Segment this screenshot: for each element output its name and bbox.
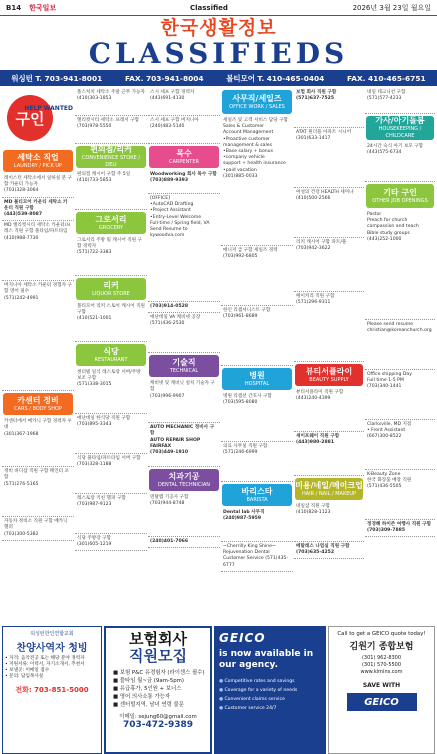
ad-item: MD 엘리컷시티 세탁소 카운터/프레스 직원 구함 풀타임/파트타임 (410)988-7730 [2, 221, 74, 281]
church-phone: 전화: 703-851-5000 [15, 686, 89, 694]
help-wanted-label: HELP WANTED [24, 105, 73, 112]
ad-item: 여성의 건강 HEALTH 세미나 (410)500-2566 [294, 188, 364, 238]
insurance-ad [104, 626, 212, 754]
category-header: 병원 HOSPITAL [222, 368, 292, 390]
geico-logo: GEICO [219, 631, 266, 645]
top-bar [0, 0, 437, 16]
list-item: ● Competitive rates and savings [219, 677, 321, 686]
geico-benefits [219, 677, 321, 713]
church-name: 워싱턴한인연합교회 [30, 631, 74, 637]
category-header: 치과기공 DENTAL TECHNICIAN [149, 469, 219, 491]
ad-item: 뷰티서플라이 직원 구함 (443)240-4399 [294, 388, 364, 432]
category-header: 식당 RESTAURANT [76, 344, 146, 366]
category-header: 세탁소 직업 LAUNDRY / PICK UP [3, 150, 73, 172]
column-2 [75, 88, 147, 623]
classified-columns [2, 88, 435, 623]
ad-item: 레이스턴 세탁소에서 일하실 분 구함 카운터 가능자 (703)328-3064 [2, 174, 74, 198]
brand-logo: 한국일보 [29, 3, 57, 12]
ad-item: 네일샵 직원 구함 (410)828-1123 [294, 502, 364, 542]
ad-item: ~Cherrilly King Shine~ Rejuvenation Dental Customer Service (571)435-6777 [221, 542, 293, 572]
ad-item: 세이프웨이 직원 구함 (443)980-2881 [294, 432, 364, 476]
ad-item: Please send resume christian@koreanchurch.org [365, 320, 435, 370]
ad-item: 의료 사무실 직원 구함 (571)246-6999 [221, 442, 293, 482]
column-4 [221, 88, 293, 623]
category-header: 편의점/리커 CONVENIENCE STORE / DELI [76, 146, 146, 168]
ad-item: 매니저 급 구함 세일즈 경력 (703)992-6805 [221, 246, 293, 306]
section-title: Classified [190, 3, 228, 12]
help-wanted-badge [3, 91, 73, 147]
column-5 [294, 88, 364, 623]
ad-item: K-Beauty Zone 한국 화장품 매장 직원 (571)436-5505 [365, 470, 435, 520]
ad-item: 카센터에서 메카닉 구함 경력자 우대 (301)367-1968 [2, 417, 74, 467]
ad-item: 애난데일 VA 케비넷 공장 (571)436-2530 [148, 313, 220, 353]
category-header: 뷰티서플라이 BEAUTY SUPPLY [295, 364, 363, 386]
dc-phone: 워싱턴 T. 703-941-8001 [11, 73, 103, 83]
ad-item: AUTO MECHANIC 정비사 구함 AUTO REPAIR SHOP FAIRFAX (703)449-1910 [148, 423, 220, 467]
ad-item: [OFFICE] •AutoCAD Drafting •Project Assistant •Entry-Level Welcome Full-time / Spring field, VA Send Resume to kywoodva.com [148, 194, 220, 302]
masthead-korean: 한국생활정보 [160, 17, 277, 39]
ad-item: 식당 주방장 구함 (301)605-1219 [75, 534, 147, 551]
masthead [0, 17, 437, 69]
ad-item: 보험 회사 직원 구함 (571)637-7525 [294, 88, 364, 128]
church-ad [2, 626, 102, 754]
ad-item: 베이커리 직원 구함 (571)296-9311 [294, 292, 364, 362]
church-title: 찬양사역자 청빙 [16, 643, 88, 654]
category-header: 미용/네일/메이크업 HAIR / NAIL / MAKEUP [295, 478, 363, 500]
ad-item: 24시간 숙식 아기 보모 구함 (443)575-6734 [365, 142, 435, 182]
insurance-email: 이메일: sejung60@gmail.com [119, 714, 197, 720]
agency-cta: Call to get a GEICO quote today! [337, 631, 426, 637]
ad-item: 정경혜 하이즌 여행사 직원 구함 (703)309-7885 [365, 520, 435, 537]
ad-item: Woodworking 회사 목수 구함 (703)889-9393 [148, 170, 220, 194]
ad-item: 케비넷 및 캐비닛 설치 기술자 구함 (703)996-9907 [148, 379, 220, 423]
agency-ad [328, 626, 435, 754]
category-header: 그로서리 GROCERY [76, 212, 146, 234]
ad-item: 리커 캐시어 구함 파트/풀 (703)942-3622 [294, 238, 364, 292]
category-header: 기술직 TECHNICAL [149, 355, 219, 377]
ad-item: 센터빌 일식 레스토랑 서버/주방보조 구함 (571)338-3015 [75, 368, 147, 414]
ad-item: Pastor Preach for church compassion and teach Bible study groups (443)252-1000 [365, 210, 435, 320]
category-header: 카센터 정비 CARS / BODY SHOP [3, 393, 73, 415]
ad-item: 세일즈 및 고객 서비스 담당 구함 Sales & Customer Account Management •Proactive customer management & sales •Base salary + bonus •company vehicle support + health insurance •paid vacation (301)885-0033 [221, 116, 293, 246]
list-item: ● Convenient claims service [219, 695, 321, 704]
insurance-subtitle: 직원모집 [129, 647, 187, 665]
insurance-title: 보험회사 [129, 630, 187, 648]
ad-item: 자동차 정비소 직원 구함 메카닉 헬퍼 (703)300-5382 [2, 517, 74, 541]
help-wanted-circle: 구인 [7, 95, 53, 141]
ad-item: MD 볼티모어 카운티 세탁소 카운터 직원 구함 (443)539-8087 [2, 198, 74, 222]
column-1 [2, 88, 74, 623]
md-fax: FAX. 410-465-6751 [347, 73, 426, 83]
issue-date: 2026년 3월 23일 월요일 [352, 3, 431, 12]
ad-item: 네일 테크니션 구함 (571)577-4233 [365, 88, 435, 114]
agency-save: SAVE WITH [362, 682, 401, 689]
list-item: ■ 영어 의사소통 가능자 [113, 694, 171, 700]
ad-item: Clarksville, MD 지점 • Front Assistant (667)300-8522 [365, 420, 435, 470]
insurance-list [109, 669, 207, 709]
list-item: ■ 유급휴가, 5인원 + 보너스 [113, 686, 182, 692]
category-header: 가사/아기돌봄 HOUSEKEEPING / CHILDCARE [366, 116, 434, 140]
ad-item: Dental lab 사무직 (240)987-5959 [221, 508, 293, 542]
list-item: ● Coverage for a variety of needs [219, 686, 321, 695]
column-3 [148, 88, 220, 623]
ad-item: (240)401-7066 [148, 537, 220, 548]
geico-headline: is now available in our agency. [219, 649, 314, 670]
category-header: 바리스타 BARISTA [222, 484, 292, 506]
masthead-english: CLASSIFIEDS [88, 37, 349, 70]
ad-item: 스시 셰프 구함 버지니아 (240)483-5140 [148, 116, 220, 144]
list-item: ● Customer service 24/7 [219, 704, 321, 713]
list-item: ■ 풀타임 월~금 (9am-5pm) [113, 678, 185, 684]
ad-item: 편의점 캐시어 구함 주 5일 (410)733-5853 [75, 170, 147, 210]
agency-name: 김원기 종합보험 [349, 642, 414, 652]
ad-item: 한인 리셉셔니스트 구함 (703)961-8689 [221, 306, 293, 366]
ad-item: 엘리컷시티 세탁소 프레서 구함 (703)978-5550 [75, 116, 147, 144]
ad-item: 그로서리 주방 및 캐시어 직원 구함 경력자 (571)722-3383 [75, 236, 147, 276]
ad-item: 애난데일 한식당 직원 구함 (703)895-3343 [75, 414, 147, 454]
contact-bar [0, 70, 437, 86]
display-ads [0, 626, 437, 754]
ad-item: 덴탈랩 기공사 구함 (703)944-8748 [148, 493, 220, 537]
ad-item: 병원 리셉션 간호사 구함 (703)595-8080 [221, 392, 293, 442]
list-item: ■ 센터빌지역, 남녀 연령 불문 [113, 702, 184, 708]
ad-item: ATAT 원더플 아파트 시니어 (301)633-1417 [294, 128, 364, 188]
md-phone: 볼티모어 T. 410-465-0404 [226, 73, 325, 83]
list-item: ■ 보험 P&C 유경험자 (라이센스 필수) [113, 670, 205, 676]
dc-fax: FAX. 703-941-8004 [124, 73, 204, 83]
ad-item: 식당 풀타임/파트타임 서버 구함 (703)328-1188 [75, 454, 147, 494]
insurance-phone: 703-472-9389 [122, 720, 194, 730]
ad-item: 스시 셰프 구함 경력자 (443)691-4130 [148, 88, 220, 116]
ad-item: Office shipping Day Full time 1-5 PM (703)340-1441 [365, 370, 435, 420]
church-details: • 자격: 음악전공 또는 해당 분야 경력자 • 지원서류: 이력서, 자기소개서, 추천서 • 보낼곳: 이메일 접수 • 문의: 담임목사실 [5, 656, 85, 679]
category-header: 기타 구인 OTHER JOB OPENINGS [366, 184, 434, 208]
ad-item: 정비 바디샵 직원 구함 페인터 포함 (571)276-5165 [2, 467, 74, 517]
category-header: 목수 CARPENTER [149, 146, 219, 168]
column-6 [365, 88, 435, 623]
category-header: 리커 LIQUOR STORE [76, 278, 146, 300]
ad-item: 버지니아 세탁소 카운터 경험자 구함 영어 필수 (571)242-4991 [2, 281, 74, 391]
page-number: B14 [6, 3, 22, 12]
ad-item: (703)914-0528 [148, 302, 220, 313]
ad-item: 볼티모어 리커 스토어 캐시어 직원 구함 (410)521-1001 [75, 302, 147, 342]
category-header: 사무직/세일즈 OFFICE WORK / SALES [222, 90, 292, 114]
geico-ad [214, 626, 326, 754]
ad-item: 레스토랑 키친 헬퍼 구함 (703)987-9123 [75, 494, 147, 534]
geico-logo-small: GEICO [347, 693, 417, 711]
ad-item: 메탈레스 나염실 직원 구함 (703)635-4252 [294, 542, 364, 559]
ad-item: 폴스처치 세탁소 주말 근무 가능자 (410)303-1853 [75, 88, 147, 116]
agency-contact: (301) 962-8300 (301) 570-5500 www.kimins.com [360, 655, 403, 675]
